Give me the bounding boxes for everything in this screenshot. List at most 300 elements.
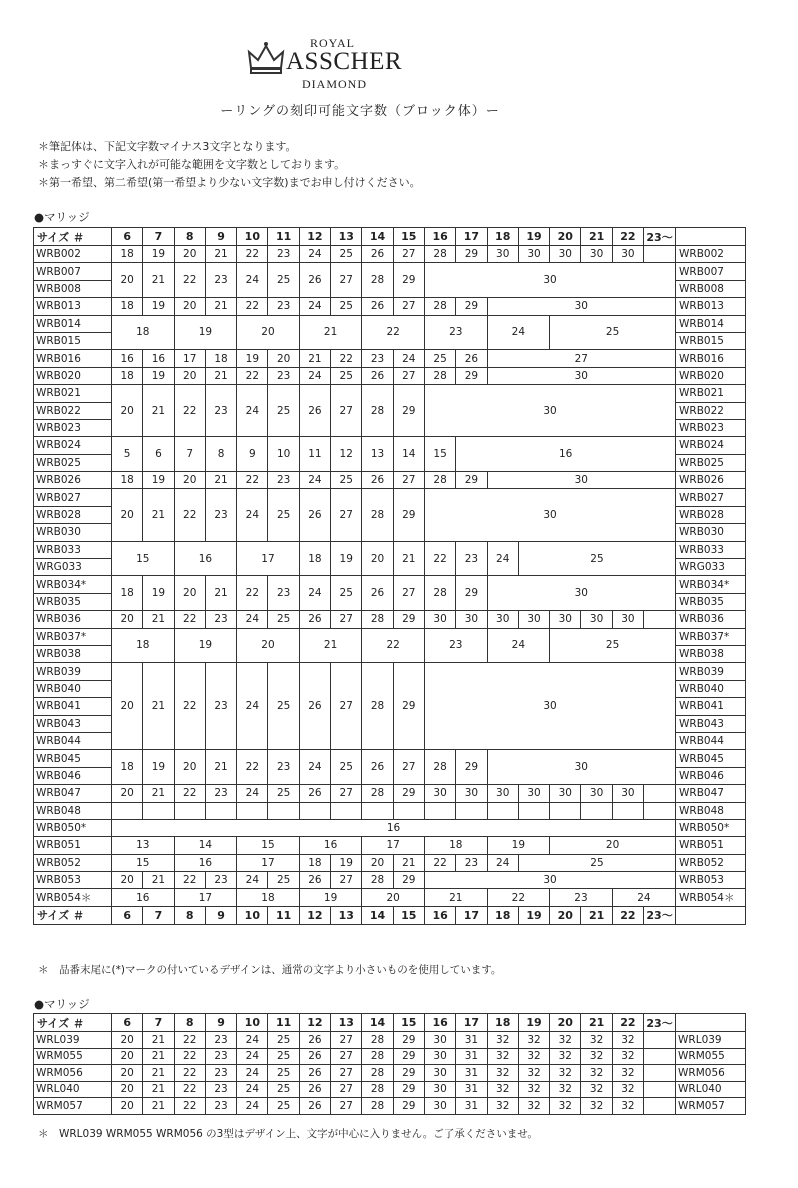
char-count: 25 <box>268 1081 299 1098</box>
size-header-cell: 21 <box>581 228 612 246</box>
char-count: 30 <box>518 785 549 802</box>
char-count: 31 <box>456 1048 487 1065</box>
size-header-cell: 16 <box>424 1014 455 1032</box>
table-row <box>34 1032 746 1049</box>
char-count: 23 <box>205 1065 236 1082</box>
product-code: WRB035 <box>34 593 112 610</box>
char-count: 25 <box>268 872 299 889</box>
char-count: 25 <box>518 541 675 576</box>
char-count <box>143 802 174 819</box>
char-count: 19 <box>143 576 174 611</box>
char-count: 16 <box>174 854 237 871</box>
char-count: 25 <box>268 663 299 750</box>
char-count <box>581 802 612 819</box>
product-code: WRB027 <box>676 489 746 506</box>
product-code: WRB041 <box>676 698 746 715</box>
product-code: WRB045 <box>676 750 746 767</box>
char-count: 9 <box>237 437 268 472</box>
char-count: 32 <box>487 1098 518 1115</box>
product-code: WRB037* <box>676 628 746 645</box>
size-header-cell: 18 <box>487 906 518 924</box>
size-header-cell: 12 <box>299 1014 330 1032</box>
size-header-cell: 13 <box>331 906 362 924</box>
char-count: 27 <box>331 263 362 298</box>
char-count: 22 <box>237 367 268 384</box>
char-count: 21 <box>299 350 330 367</box>
char-count: 28 <box>424 246 455 263</box>
char-count: 27 <box>331 611 362 628</box>
char-count: 25 <box>268 611 299 628</box>
product-code: WRB047 <box>676 785 746 802</box>
char-count: 25 <box>268 1032 299 1049</box>
char-count: 27 <box>331 1065 362 1082</box>
size-header-cell: 16 <box>424 228 455 246</box>
char-count: 21 <box>143 1081 174 1098</box>
char-count: 26 <box>299 663 330 750</box>
char-count: 23 <box>268 298 299 315</box>
char-count: 22 <box>174 263 205 298</box>
char-count: 22 <box>174 1065 205 1082</box>
char-count: 28 <box>362 1081 393 1098</box>
char-count: 22 <box>362 628 425 663</box>
product-code: WRB054＊ <box>34 889 112 906</box>
product-code: WRB007 <box>676 263 746 280</box>
char-count: 18 <box>112 472 143 489</box>
char-count: 19 <box>487 837 550 854</box>
char-count: 26 <box>362 750 393 785</box>
table-row <box>34 367 746 384</box>
char-count: 15 <box>112 541 175 576</box>
product-code: WRB037* <box>34 628 112 645</box>
char-count: 21 <box>299 315 362 350</box>
product-code: WRL039 <box>34 1032 112 1049</box>
product-code: WRL039 <box>676 1032 746 1049</box>
char-count: 13 <box>362 437 393 472</box>
note-line: ＊筆記体は、下記文字数マイナス3文字となります。 <box>38 140 297 153</box>
size-header-cell: 18 <box>487 1014 518 1032</box>
char-count: 28 <box>362 263 393 298</box>
size-header: サイズ ＃ <box>34 1014 112 1032</box>
product-code: WRG033 <box>676 559 746 576</box>
char-count: 25 <box>268 263 299 298</box>
product-code: WRB044 <box>34 732 112 749</box>
char-count <box>112 802 143 819</box>
crown-icon <box>246 40 286 80</box>
char-count: 30 <box>487 246 518 263</box>
char-count: 25 <box>331 298 362 315</box>
char-count: 8 <box>205 437 236 472</box>
note-line: ＊まっすぐに文字入れが可能な範囲を文字数としております。 <box>38 158 346 171</box>
char-count: 11 <box>299 437 330 472</box>
engraving-table-2 <box>33 1013 746 1115</box>
char-count: 20 <box>362 854 393 871</box>
char-count: 32 <box>518 1048 549 1065</box>
char-count: 21 <box>205 576 236 611</box>
product-code: WRB027 <box>34 489 112 506</box>
table-row <box>34 872 746 889</box>
char-count: 27 <box>331 385 362 437</box>
char-count: 22 <box>174 611 205 628</box>
char-count: 27 <box>331 1081 362 1098</box>
char-count: 30 <box>424 1032 455 1049</box>
char-count <box>550 802 581 819</box>
product-code: WRB008 <box>34 280 112 297</box>
table-row <box>34 628 746 645</box>
char-count: 21 <box>143 1048 174 1065</box>
char-count: 29 <box>456 298 487 315</box>
size-header-cell: 10 <box>237 906 268 924</box>
size-header-cell: 21 <box>581 906 612 924</box>
header-row <box>34 1014 746 1032</box>
product-code: WRB033 <box>34 541 112 558</box>
table-row <box>34 785 746 802</box>
size-header-cell: 22 <box>612 1014 643 1032</box>
char-count <box>268 802 299 819</box>
char-count: 14 <box>393 437 424 472</box>
char-count: 23 <box>268 576 299 611</box>
char-count: 19 <box>237 350 268 367</box>
engraving-table-1 <box>33 227 746 925</box>
char-count: 24 <box>237 385 268 437</box>
product-code: WRB026 <box>34 472 112 489</box>
table-row <box>34 854 746 871</box>
char-count: 23 <box>205 1098 236 1115</box>
char-count: 16 <box>174 541 237 576</box>
table-row <box>34 819 746 836</box>
product-code: WRB053 <box>676 872 746 889</box>
char-count: 22 <box>237 298 268 315</box>
char-count: 19 <box>143 472 174 489</box>
size-header-cell: 23〜 <box>644 228 676 246</box>
char-count: 20 <box>112 1081 143 1098</box>
size-header-cell <box>676 1014 746 1032</box>
table-row <box>34 837 746 854</box>
char-count: 20 <box>550 837 676 854</box>
char-count: 23 <box>268 246 299 263</box>
char-count: 30 <box>612 611 643 628</box>
char-count: 29 <box>393 1065 424 1082</box>
product-code: WRB054＊ <box>676 889 746 906</box>
product-code: WRB036 <box>676 611 746 628</box>
product-code: WRB034* <box>34 576 112 593</box>
table-row <box>34 246 746 263</box>
char-count: 24 <box>299 246 330 263</box>
char-count: 23 <box>205 1032 236 1049</box>
char-count: 32 <box>581 1065 612 1082</box>
char-count: 30 <box>487 472 675 489</box>
char-count: 21 <box>299 628 362 663</box>
product-code: WRB024 <box>676 437 746 454</box>
char-count: 21 <box>205 472 236 489</box>
char-count: 17 <box>174 350 205 367</box>
size-header-cell: 9 <box>205 906 236 924</box>
char-count: 21 <box>143 1098 174 1115</box>
char-count: 21 <box>205 367 236 384</box>
char-count: 24 <box>299 298 330 315</box>
char-count: 30 <box>456 611 487 628</box>
char-count: 7 <box>174 437 205 472</box>
size-header-cell: 19 <box>518 1014 549 1032</box>
size-header: サイズ ＃ <box>34 228 112 246</box>
size-header-cell <box>676 906 746 924</box>
char-count: 30 <box>550 785 581 802</box>
char-count: 22 <box>331 350 362 367</box>
char-count: 24 <box>237 1032 268 1049</box>
table-row <box>34 663 746 680</box>
char-count: 18 <box>112 246 143 263</box>
char-count: 20 <box>362 889 425 906</box>
char-count: 31 <box>456 1081 487 1098</box>
size-header-cell: 14 <box>362 906 393 924</box>
product-code: WRB024 <box>34 437 112 454</box>
char-count: 32 <box>612 1048 643 1065</box>
char-count: 21 <box>143 1065 174 1082</box>
table-row <box>34 1065 746 1082</box>
char-count: 16 <box>299 837 362 854</box>
char-count: 30 <box>424 489 675 541</box>
product-code: WRM056 <box>34 1065 112 1082</box>
char-count: 20 <box>112 1048 143 1065</box>
char-count: 16 <box>112 350 143 367</box>
size-header-cell: 21 <box>581 1014 612 1032</box>
table-row <box>34 263 746 280</box>
char-count: 24 <box>237 1081 268 1098</box>
size-header-cell: 7 <box>143 1014 174 1032</box>
product-code: WRB020 <box>34 367 112 384</box>
char-count: 32 <box>581 1098 612 1115</box>
char-count: 23 <box>205 785 236 802</box>
char-count: 21 <box>393 541 424 576</box>
char-count: 10 <box>268 437 299 472</box>
size-header-cell: 19 <box>518 906 549 924</box>
char-count: 17 <box>237 541 300 576</box>
char-count: 30 <box>424 1098 455 1115</box>
char-count: 20 <box>112 785 143 802</box>
char-count: 29 <box>456 750 487 785</box>
char-count: 13 <box>112 837 175 854</box>
product-code: WRM055 <box>676 1048 746 1065</box>
char-count: 29 <box>393 263 424 298</box>
char-count: 27 <box>393 750 424 785</box>
product-code: WRB030 <box>676 524 746 541</box>
size-header-cell: 15 <box>393 906 424 924</box>
char-count: 20 <box>174 750 205 785</box>
table-row <box>34 298 746 315</box>
char-count: 22 <box>424 541 455 576</box>
char-count <box>393 802 424 819</box>
product-code: WRB025 <box>34 454 112 471</box>
char-count: 26 <box>362 246 393 263</box>
product-code: WRB050* <box>676 819 746 836</box>
char-count: 25 <box>550 315 676 350</box>
product-code: WRB014 <box>676 315 746 332</box>
char-count: 19 <box>174 315 237 350</box>
char-count: 15 <box>112 854 175 871</box>
char-count: 18 <box>112 315 175 350</box>
size-header-cell: 20 <box>550 1014 581 1032</box>
product-code: WRM056 <box>676 1065 746 1082</box>
char-count: 16 <box>112 819 676 836</box>
size-header-cell: 6 <box>112 1014 143 1032</box>
char-count: 27 <box>487 350 675 367</box>
char-count: 29 <box>393 785 424 802</box>
product-code: WRB028 <box>34 506 112 523</box>
char-count <box>424 802 455 819</box>
product-code: WRB020 <box>676 367 746 384</box>
char-count: 20 <box>112 489 143 541</box>
char-count: 28 <box>424 750 455 785</box>
size-header-cell: 7 <box>143 906 174 924</box>
char-count: 32 <box>550 1065 581 1082</box>
char-count: 27 <box>331 489 362 541</box>
char-count: 22 <box>174 385 205 437</box>
product-code: WRM057 <box>676 1098 746 1115</box>
char-count: 21 <box>424 889 487 906</box>
char-count: 18 <box>112 750 143 785</box>
char-count <box>362 802 393 819</box>
char-count: 24 <box>237 663 268 750</box>
char-count: 26 <box>362 298 393 315</box>
table-row <box>34 1048 746 1065</box>
char-count: 24 <box>487 541 518 576</box>
size-header-cell: 8 <box>174 906 205 924</box>
product-code: WRB036 <box>34 611 112 628</box>
char-count: 32 <box>487 1032 518 1049</box>
product-code: WRB014 <box>34 315 112 332</box>
char-count: 24 <box>487 854 518 871</box>
char-count: 20 <box>237 628 300 663</box>
size-header-cell: 11 <box>268 1014 299 1032</box>
table-row <box>34 385 746 402</box>
char-count: 21 <box>143 785 174 802</box>
char-count: 18 <box>237 889 300 906</box>
char-count: 32 <box>518 1065 549 1082</box>
char-count: 27 <box>393 246 424 263</box>
char-count: 22 <box>237 576 268 611</box>
section1-label: ●マリッジ <box>34 210 90 224</box>
char-count: 27 <box>331 1032 362 1049</box>
char-count: 25 <box>268 1048 299 1065</box>
product-code: WRB007 <box>34 263 112 280</box>
product-code: WRB047 <box>34 785 112 802</box>
char-count: 18 <box>424 837 487 854</box>
char-count: 22 <box>174 489 205 541</box>
header-row <box>34 906 746 924</box>
char-count: 30 <box>487 611 518 628</box>
char-count: 26 <box>299 263 330 298</box>
char-count: 19 <box>143 298 174 315</box>
product-code: WRB028 <box>676 506 746 523</box>
table-row <box>34 315 746 332</box>
char-count: 23 <box>205 611 236 628</box>
char-count: 26 <box>456 350 487 367</box>
char-count: 30 <box>581 246 612 263</box>
char-count: 32 <box>487 1065 518 1082</box>
char-count: 28 <box>362 872 393 889</box>
char-count: 26 <box>362 367 393 384</box>
size-header-cell: 15 <box>393 1014 424 1032</box>
notes <box>38 138 421 192</box>
char-count: 30 <box>424 263 675 298</box>
char-count: 23 <box>550 889 613 906</box>
size-header-cell: 12 <box>299 228 330 246</box>
table-row <box>34 541 746 558</box>
char-count: 29 <box>393 663 424 750</box>
char-count: 21 <box>143 663 174 750</box>
char-count: 30 <box>424 663 675 750</box>
note-line: ＊第一希望、第二希望(第一希望より少ない文字数)までお申し付けください。 <box>38 176 421 189</box>
char-count: 18 <box>112 576 143 611</box>
char-count: 26 <box>299 1098 330 1115</box>
char-count: 28 <box>362 611 393 628</box>
page-title: ーリングの刻印可能文字数（ブロック体）ー <box>220 104 500 119</box>
char-count: 29 <box>393 1081 424 1098</box>
char-count <box>205 802 236 819</box>
product-code: WRB043 <box>676 715 746 732</box>
product-code: WRB034* <box>676 576 746 593</box>
product-code: WRB035 <box>676 593 746 610</box>
char-count <box>612 802 643 819</box>
product-code: WRB033 <box>676 541 746 558</box>
char-count: 28 <box>424 367 455 384</box>
product-code: WRM055 <box>34 1048 112 1065</box>
char-count: 24 <box>237 263 268 298</box>
char-count: 32 <box>612 1032 643 1049</box>
product-code: WRB025 <box>676 454 746 471</box>
char-count: 29 <box>393 1098 424 1115</box>
char-count: 28 <box>362 1098 393 1115</box>
size-header-cell <box>676 228 746 246</box>
product-code: WRB046 <box>34 767 112 784</box>
char-count: 22 <box>487 889 550 906</box>
product-code: WRB039 <box>676 663 746 680</box>
size-header-cell: 7 <box>143 228 174 246</box>
char-count: 20 <box>174 576 205 611</box>
char-count: 20 <box>112 663 143 750</box>
char-count: 25 <box>550 628 676 663</box>
char-count: 12 <box>331 437 362 472</box>
size-header-cell: 13 <box>331 228 362 246</box>
char-count: 32 <box>518 1032 549 1049</box>
char-count: 30 <box>581 611 612 628</box>
char-count: 29 <box>393 1048 424 1065</box>
table-row <box>34 576 746 593</box>
product-code: WRB050* <box>34 819 112 836</box>
char-count: 17 <box>362 837 425 854</box>
table-row <box>34 489 746 506</box>
char-count: 29 <box>393 385 424 437</box>
char-count: 25 <box>331 576 362 611</box>
char-count: 23 <box>205 872 236 889</box>
char-count: 32 <box>581 1081 612 1098</box>
char-count: 16 <box>456 437 676 472</box>
char-count <box>644 785 676 802</box>
char-count <box>518 802 549 819</box>
char-count: 29 <box>456 367 487 384</box>
table-row <box>34 1098 746 1115</box>
size-header-cell: 6 <box>112 906 143 924</box>
char-count: 26 <box>362 576 393 611</box>
product-code: WRB021 <box>34 385 112 402</box>
char-count: 20 <box>237 315 300 350</box>
char-count: 20 <box>174 246 205 263</box>
product-code: WRB013 <box>34 298 112 315</box>
size-header-cell: 19 <box>518 228 549 246</box>
table-row <box>34 889 746 906</box>
size-header-cell: 9 <box>205 1014 236 1032</box>
char-count: 28 <box>424 298 455 315</box>
char-count: 27 <box>331 785 362 802</box>
